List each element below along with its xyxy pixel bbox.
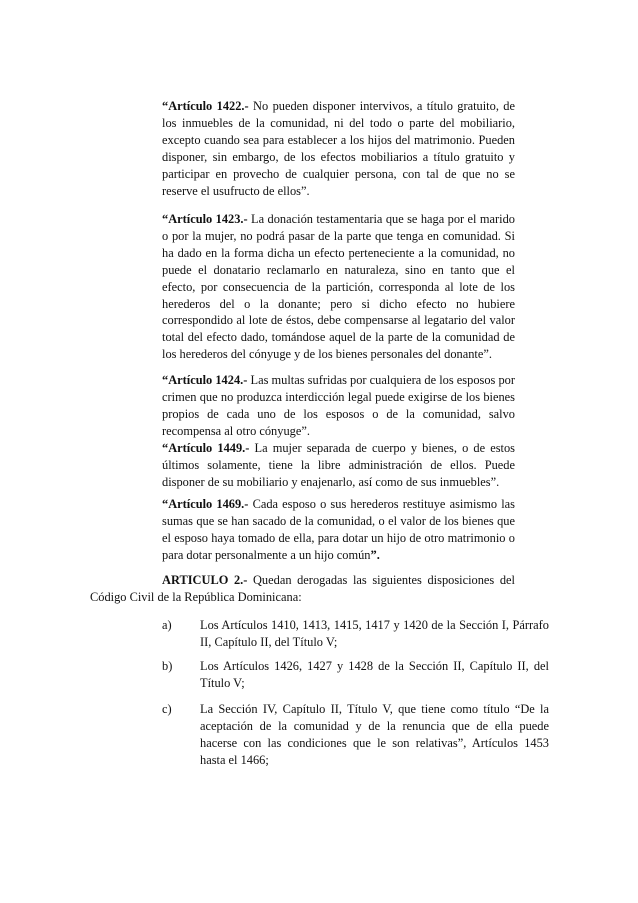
article-1424-text: Las multas sufridas por cualquiera de los esposos por crimen que no produzca interdicción legal puede exigirse de los bienes propios de cada uno de los esposos o de la comunidad, salvo recompensa al otro cónyuge”. (162, 373, 516, 438)
article-2-paragraph (90, 572, 515, 606)
article-1423-text: La donación testamentaria que se haga por el marido o por la mujer, no podrá pasar de la parte que tenga en comunidad. Si ha dado en la forma dicha un efecto perteneciente a la comunidad, no puede el donatario reclamarlo en naturaleza, sino en tanto que el efecto, por consecuencia de la partición, corresponda al lote de los herederos del o la donante; pero si dicho efecto no hubiere correspondido al lote de éstos, debe compensarse al legatario del valor total del efecto dado, tomándose aquel de la parte de la comunidad de los herederos del cónyuge y de los bienes personales del donante”. (162, 212, 515, 362)
article-1449-heading: “Artículo 1449.- (162, 441, 250, 455)
article-1424-paragraph (162, 372, 515, 440)
list-text-b: Los Artículos 1426, 1427 y 1428 de la Sección II, Capítulo II, del Título V; (200, 659, 549, 690)
article-1449-paragraph (162, 440, 515, 491)
list-marker-b: b) (162, 659, 173, 673)
article-2-text: Quedan derogadas las siguientes disposiciones del Código Civil de la República Dominicana: (90, 573, 515, 604)
article-1469-heading: “Artículo 1469.- (162, 497, 249, 511)
article-2-heading: ARTICULO 2.- (162, 573, 248, 587)
article-1423-heading: “Artículo 1423.- (162, 212, 248, 226)
article-1422-text: No pueden disponer intervivos, a título gratuito, de los inmuebles de la comunidad, ni del todo o parte del mobiliario, excepto cuando sea para establecer a los hijos del matrimonio. Pueden disponer, sin embargo, de los efectos mobiliarios a título gratuito y participar en provecho de cualquier persona, con tal de que no se reserve el usufructo de ellos”. (162, 99, 515, 198)
article-1449-text: La mujer separada de cuerpo y bienes, o de estos últimos solamente, tiene la libre administración de ellos. Puede disponer de su mobiliario y enajenarlo, así como de sus inmuebles”. (162, 441, 515, 489)
article-1469-text: Cada esposo o sus herederos restituye asimismo las sumas que se han sacado de la comunidad, o el valor de los bienes que el esposo haya tomado de ella, para dotar un hijo de otro matrimonio o para dotar personalmente a un hijo común (162, 497, 515, 562)
article-1469-paragraph (162, 496, 515, 564)
list-text-a: Los Artículos 1410, 1413, 1415, 1417 y 1420 de la Sección I, Párrafo II, Capítulo II, del Título V; (200, 618, 549, 649)
article-1469-closing: ”. (370, 547, 380, 562)
article-1422-paragraph (162, 98, 515, 199)
list-text-c: La Sección IV, Capítulo II, Título V, que tiene como título “De la aceptación de la comunidad y de la renuncia que de ella puede hacerse con las condiciones que le son relativas”, Artículos 1453 hasta el 1466; (200, 702, 549, 767)
article-1424-heading: “Artículo 1424.- (162, 373, 248, 387)
article-1422-heading: “Artículo 1422.- (162, 99, 249, 113)
article-1423-paragraph (162, 211, 515, 363)
list-marker-a: a) (162, 618, 172, 632)
list-marker-c: c) (162, 702, 172, 716)
